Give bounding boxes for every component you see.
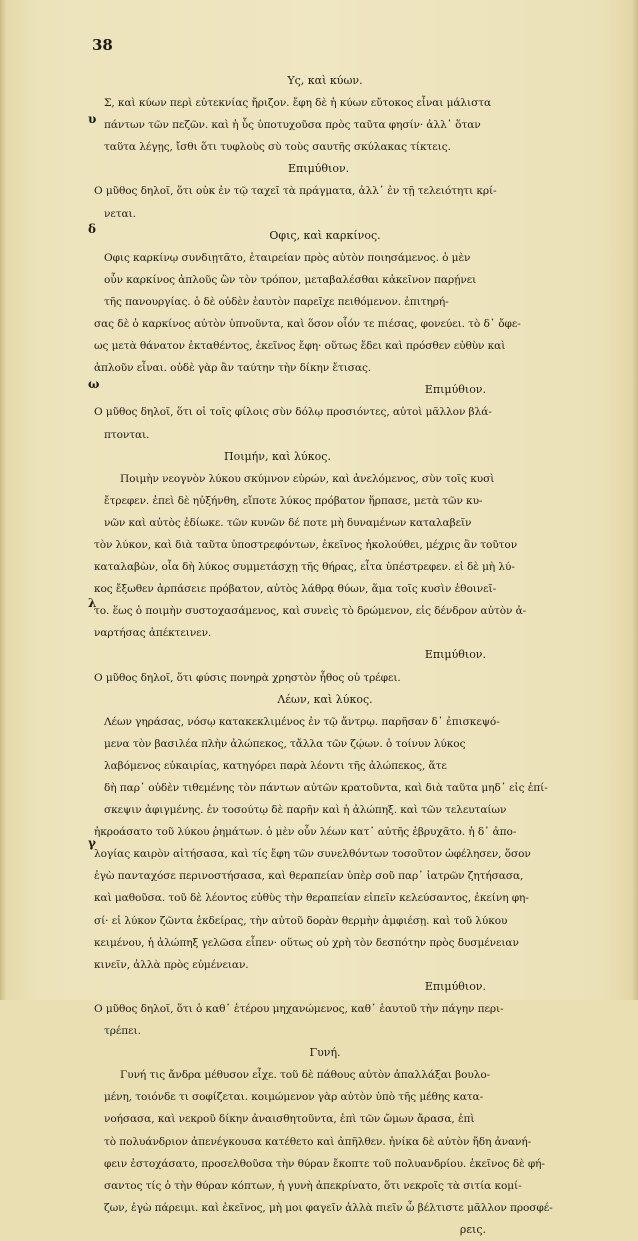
- margin-letter: υ: [88, 112, 97, 126]
- text-line: φειν ἐστοχάσατο, προσελθοῦσα τὴν θύραν ἔκοπτε τοῦ πολυανδρίου. ἐκεῖνος δὲ φή-: [104, 1157, 545, 1170]
- text-line: Ο μῦθος δηλοῖ, ὅτι οἱ τοῖς φίλοις σὺν δόλῳ προσιόντες, αὐτοὶ μᾶλλον βλά-: [94, 406, 492, 419]
- text-line: κειμένου, ἡ ἀλώπηξ γελῶσα εἶπεν· οὕτως οὐ χρὴ τὸν δεσπότην πρὸς δυσμένειαν: [94, 936, 519, 949]
- fable-title: Γυνή.: [309, 1046, 341, 1060]
- text-line: μένη, τοιόνδε τι σοφίζεται. κοιμώμενον γὰρ αὐτὸν ὑπὸ τῆς μέθης κατα-: [104, 1091, 484, 1104]
- left-page-edge: [0, 0, 6, 1000]
- text-line: ἐγὼ πανταχόσε περινοστήσασα, καὶ θεραπείαν ὑπὲρ σοῦ παρ᾽ ἰατρῶν ζητήσασα,: [94, 870, 524, 883]
- text-line: καταλαβὼν, οἷα δὴ λύκος συμμετάσχῃ τῆς θήρας, εἶτα ὑπέστρεφεν. εἰ δὲ μὴ λύ-: [94, 561, 515, 574]
- text-block: [94, 70, 556, 1241]
- text-line: Γυνή τις ἄνδρα μέθυσον εἶχε. τοῦ δὲ πάθους αὐτὸν ἀπαλλάξαι βουλο-: [120, 1069, 491, 1082]
- page-number: 38: [92, 36, 113, 54]
- text-line: κινεῖν, ἀλλὰ πρὸς εὐμένειαν.: [94, 958, 249, 971]
- text-line: τῆς πανουργίας. ὁ δὲ οὐδὲν ἑαυτὸν παρεῖχε πειθόμενον. ἐπιτηρή-: [104, 295, 449, 308]
- text-line: Οφις καρκίνῳ συνδιῃτᾶτο, ἑταιρείαν πρὸς αὐτὸν ποιησάμενος. ὁ μὲν: [104, 251, 471, 264]
- text-line: πάντων τῶν πεζῶν. καὶ ἡ ὗς ὑποτυχοῦσα πρὸς ταῦτα φησίν· ἀλλ᾽ ὅταν: [104, 119, 481, 132]
- text-line: ἔτρεφεν. ἐπεὶ δὲ ηὐξήνθη, εἴποτε λύκος πρόβατον ἥρπασε, μετὰ τῶν κυ-: [104, 494, 483, 507]
- text-line: σαντος τίς ὁ τὴν θύραν κόπτων, ἡ γυνὴ ἀπεκρίνατο, ὅτι νεκροῖς τὰ σιτία κομί-: [104, 1179, 522, 1192]
- text-line: Ο μῦθος δηλοῖ, ὅτι ὁ καθ᾽ ἑτέρου μηχανώμενος, καθ᾽ ἑαυτοῦ τὴν πάγην περι-: [94, 1002, 504, 1015]
- text-line: το. ἕως ὁ ποιμὴν συστοχασάμενος, καὶ συνεὶς τὸ δρώμενον, εἰς δένδρον αὐτὸν ἀ-: [94, 605, 527, 618]
- text-line: σί· εἰ λύκον ζῶντα ἐκδείρας, τὴν αὐτοῦ δορὰν θερμὴν ἀμφιέσῃ. καὶ τοῦ λύκου: [94, 914, 508, 927]
- text-line: Ποιμὴν νεογνὸν λύκου σκύμνον εὑρών, καὶ ἀνελόμενος, σὺν τοῖς κυσὶ: [120, 472, 495, 485]
- fable-title: Οφις, καὶ καρκίνος.: [269, 228, 381, 242]
- text-line: νεται.: [104, 207, 136, 220]
- epimythion-heading: Επιμύθιον.: [424, 383, 486, 397]
- text-line: ναρτήσας ἀπέκτεινεν.: [94, 627, 212, 640]
- text-line: ταῦτα λέγῃς, ἴσθι ὅτι τυφλοὺς σὺ τοὺς σαυτῆς σκύλακας τίκτεις.: [104, 141, 451, 154]
- text-line: λαβόμενος εὐκαιρίας, κατηγόρει παρὰ λέοντι τῆς ἀλώπεκος, ἅτε: [104, 759, 447, 772]
- text-line: ως μετὰ θάνατον ἐκταθέντος, ἐκεῖνος ἔφη· οὕτως ἔδει καὶ πρόσθεν εὐθὺν καὶ: [94, 340, 506, 353]
- epimythion-heading: Επιμύθιον.: [288, 162, 350, 176]
- text-line: δὴ παρ᾽ οὐδὲν τιθεμένης τὸν πάντων αὐτῶν κρατοῦντα, καὶ διὰ ταῦτα μηδ᾽ εἰς ἐπί-: [104, 782, 548, 794]
- margin-letter: ω: [88, 377, 100, 391]
- text-line: τρέπει.: [104, 1025, 141, 1038]
- margin-letter: γ: [88, 836, 96, 850]
- right-page-edge: [632, 0, 638, 1000]
- catchword: ρεις.: [459, 1222, 486, 1236]
- text-line: νοήσασα, καὶ νεκροῦ δίκην ἀναισθητοῦντα, ἐπὶ τῶν ὤμων ἄρασα, ἐπὶ: [104, 1113, 475, 1126]
- epimythion-heading: Επιμύθιον.: [424, 648, 486, 662]
- text-line: τὸν λύκον, καὶ διὰ ταῦτα ὑποστρεφόντων, ἐκεῖνος ἠκολούθει, μέχρις ἂν τοῦτον: [94, 538, 518, 551]
- text-line: Λέων γηράσας, νόσῳ κατακεκλιμένος ἐν τῷ ἄντρῳ. παρῆσαν δ᾽ ἐπισκεψό-: [104, 715, 500, 728]
- text-line: ζων, ἐγὼ πάρειμι. καὶ ἐκεῖνος, μὴ μοι φαγεῖν ἀλλὰ πιεῖν ὦ βέλτιστε μᾶλλον προσφέ-: [104, 1201, 553, 1214]
- text-line: σας δὲ ὁ καρκίνος αὐτὸν ὑπνοῦντα, καὶ ὅσον οἷόν τε πιέσας, φονεύει. τὸ δ᾽ ὄφε-: [94, 318, 521, 331]
- text-line: λογίας καιρὸν αἰτήσασα, καὶ τίς ἔφη τῶν συνελθόντων τοσοῦτον ὠφέλησεν, ὅσον: [94, 848, 531, 861]
- text-line: μενα τὸν βασιλέα πλὴν ἀλώπεκος, τἄλλα τῶν ζῴων. ὁ τοίνυν λύκος: [104, 737, 466, 750]
- text-line: κος ἔξωθεν ἁρπάσειε πρόβατον, αὐτὸς λάθρᾳ θύων, ἅμα τοῖς κυσὶν ἐθοινεῖ-: [94, 583, 497, 596]
- text-line: νῶν καὶ αὐτὸς ἐδίωκε. τῶν κυνῶν δέ ποτε μὴ δυναμένων καταλαβεῖν: [104, 516, 472, 529]
- text-line: Ο μῦθος δηλοῖ, ὅτι φύσις πονηρὰ χρηστὸν ἦθος οὐ τρέφει.: [94, 671, 401, 684]
- text-line: Σ, καὶ κύων περὶ εὐτεκνίας ἤριζον. ἔφη δὲ ἡ κύων εὔτοκος εἶναι μάλιστα: [104, 97, 492, 110]
- text-line: τὸ πολυάνδριον ἀπενέγκουσα κατέθετο καὶ ἀπῆλθεν. ἡνίκα δὲ αὐτὸν ἤδη ἀνανή-: [104, 1135, 532, 1148]
- fable-title: Ποιμήν, καὶ λύκος.: [224, 449, 331, 463]
- margin-letter: λ: [88, 596, 97, 610]
- margin-letter: δ: [88, 222, 97, 236]
- text-line: σκεψιν ἀφιγμένης. ἐν τοσούτῳ δὲ παρῆν καὶ ἡ ἀλώπηξ. καὶ τῶν τελευταίων: [104, 804, 507, 817]
- text-line: ἠκροάσατο τοῦ λύκου ῥημάτων. ὁ μὲν οὖν λέων κατ᾽ αὐτῆς ἐβρυχᾶτο. ἡ δ᾽ ἀπο-: [94, 826, 517, 839]
- text-line: ἁπλοῦν εἶναι. οὐδὲ γὰρ ἂν ταύτην τὴν δίκην ἔτισας.: [94, 362, 372, 375]
- fable-title: Υς, καὶ κύων.: [287, 74, 363, 87]
- text-line: πτονται.: [104, 428, 150, 441]
- text-line: οὖν καρκίνος ἁπλοῦς ὢν τὸν τρόπον, μεταβαλέσθαι κἀκεῖνον παρῄνει: [104, 273, 477, 286]
- fable-title: Λέων, καὶ λύκος.: [277, 692, 373, 706]
- text-line: καὶ μαθοῦσα. τοῦ δὲ λέοντος εὐθὺς τὴν θεραπείαν εἰπεῖν κελεύσαντος, ἐκείνη φη-: [94, 892, 529, 905]
- text-line: Ο μῦθος δηλοῖ, ὅτι οὐκ ἐν τῷ ταχεῖ τὰ πράγματα, ἀλλ᾽ ἐν τῇ τελειότητι κρί-: [94, 185, 497, 198]
- epimythion-heading: Επιμύθιον.: [424, 979, 486, 993]
